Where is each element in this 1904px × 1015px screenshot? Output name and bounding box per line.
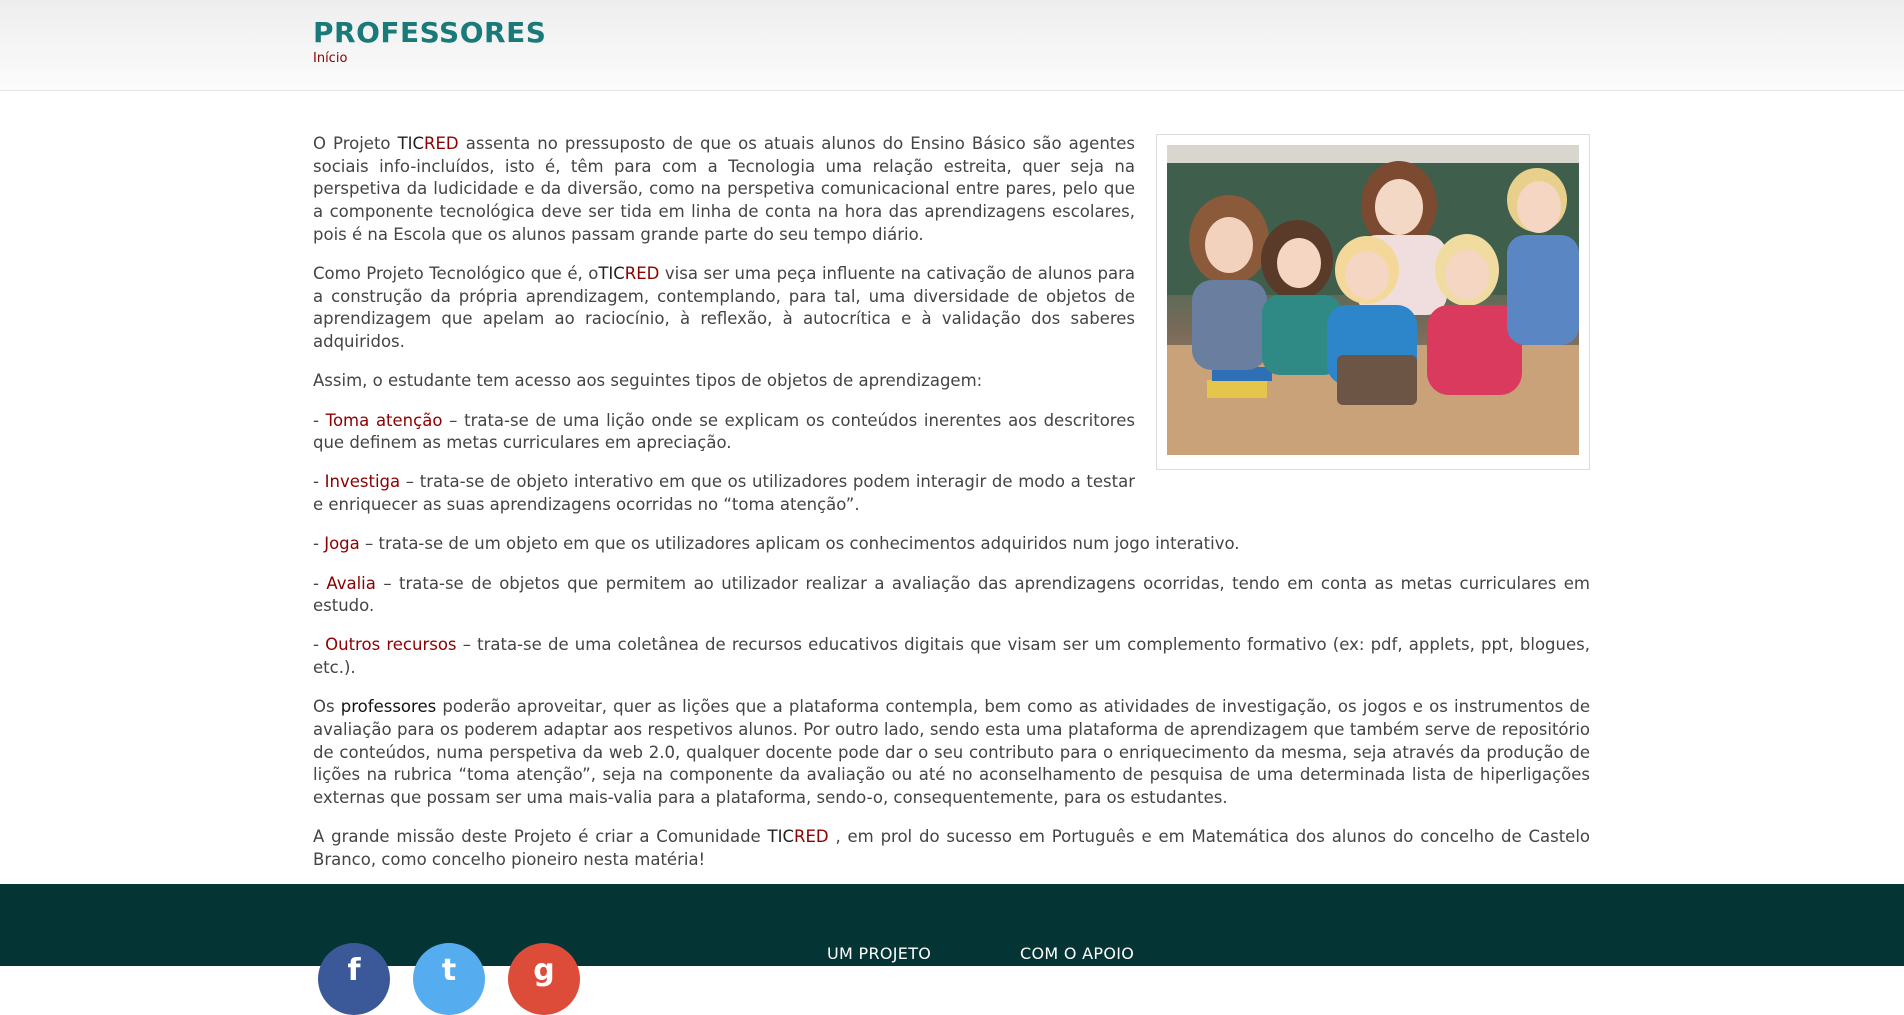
- list-item: [313, 573, 1590, 618]
- text-span: -: [313, 472, 325, 492]
- breadcrumb-home-link[interactable]: Início: [313, 51, 348, 66]
- item-term: Toma atenção: [325, 410, 443, 430]
- technology-paragraph: [313, 263, 1135, 354]
- teachers-paragraph: [313, 696, 1590, 810]
- brand-red: RED: [794, 827, 829, 847]
- list-item: [313, 410, 1135, 455]
- text-span: -: [313, 534, 325, 554]
- item-term: Investiga: [324, 472, 401, 492]
- main-content: [313, 133, 1590, 888]
- item-description: – trata-se de uma coletânea de recursos educativos digitais que visam ser um complemento formativo (ex: pdf, applets, ppt, blogues, etc.).: [313, 635, 1590, 678]
- google-plus-glyph: g: [533, 953, 555, 988]
- text-span: assenta no pressuposto de que os atuais alunos do Ensino Básico são agentes sociais info-incluídos, isto é, têm para com a Tecnologia uma relação estreita, quer seja na perspetiva da ludicidade e da diversão, como na perspetiva comunicacional entre pares, pelo que a componente tecnológica deve ser tida em linha de conta na hora das aprendizagens escolares, pois é na Escola que os alunos passam grande parte do seu tempo diário.: [313, 134, 1135, 244]
- twitter-icon[interactable]: [413, 943, 485, 1015]
- text-span: O Projeto: [313, 134, 398, 153]
- mission-paragraph: [313, 826, 1590, 871]
- brand-tic: TIC: [598, 264, 625, 284]
- list-item: [313, 471, 1135, 516]
- text-span: poderão aproveitar, quer as lições que a plataforma contempla, bem como as atividades de investigação, os jogos e os instrumentos de avaliação para os poderem adaptar aos respetivos alunos. Por outro lado, sendo esta uma plataforma de aprendizagem que também serve de repositório de conteúdos, numa perspetiva da web 2.0, qualquer docente pode dar o seu contributo para o enriquecimento da mesma, seja através da produção de lições na rubrica “toma atenção”, seja na componente da avaliação ou até no aconselhamento de pesquisa de uma determinada lista de hiperligações externas que possam ser uma mais-valia para a plataforma, sendo-o, consequentemente, para os estudantes.: [313, 697, 1590, 808]
- text-span: Os: [313, 697, 341, 717]
- text-span: -: [313, 410, 326, 430]
- list-item: [313, 634, 1590, 679]
- page-header: [0, 0, 1904, 91]
- objects-intro-paragraph: Assim, o estudante tem acesso aos seguintes tipos de objetos de aprendizagem:: [313, 371, 983, 391]
- text-span: A grande missão deste Projeto é criar a Comunidade: [313, 827, 768, 847]
- footer-heading-project: UM PROJETO: [827, 944, 932, 963]
- text-span: visa ser uma peça influente na cativação de alunos para a construção da própria aprendizagem, contemplando, para tal, uma diversidade de objetos de aprendizagem que apelam ao raciocínio, à reflexão, à autocrítica e à validação dos saberes adquiridos.: [313, 264, 1135, 352]
- item-description: – trata-se de uma lição onde se explicam os conteúdos inerentes aos descritores que definem as metas curriculares em apreciação.: [313, 410, 1135, 453]
- text-span: -: [313, 635, 326, 655]
- text-span: , em prol do sucesso em Português e em Matemática dos alunos do concelho de Castelo Branco, como concelho pioneiro nesta matéria!: [313, 827, 1591, 870]
- text-span: -: [313, 573, 327, 593]
- intro-paragraph: [313, 133, 1135, 247]
- item-term: Outros recursos: [325, 635, 457, 655]
- teachers-bold: professores: [340, 697, 437, 717]
- brand-red: RED: [424, 134, 459, 153]
- item-description: – trata-se de objetos que permitem ao utilizador realizar a avaliação das aprendizagens ocorridas, tendo em conta as metas curriculares em estudo.: [313, 573, 1590, 616]
- item-term: Avalia: [326, 573, 376, 593]
- footer-heading-support: COM O APOIO: [1020, 944, 1135, 963]
- twitter-glyph: t: [441, 953, 457, 988]
- list-item: [313, 533, 1590, 556]
- item-term: Joga: [324, 534, 360, 554]
- site-footer: [0, 884, 1904, 966]
- text-span: Como Projeto Tecnológico que é, o: [313, 264, 599, 284]
- facebook-glyph: f: [347, 953, 361, 988]
- facebook-icon[interactable]: [318, 943, 390, 1015]
- brand-tic: TIC: [397, 134, 425, 153]
- item-description: – trata-se de objeto interativo em que os utilizadores podem interagir de modo a testar e enriquecer as suas aprendizagens ocorridas no “toma atenção”.: [313, 472, 1135, 515]
- brand-tic: TIC: [767, 827, 795, 847]
- google-plus-icon[interactable]: [508, 943, 580, 1015]
- page-title: PROFESSORES: [313, 16, 547, 49]
- item-description: – trata-se de um objeto em que os utilizadores aplicam os conhecimentos adquiridos num jogo interativo.: [359, 534, 1240, 554]
- brand-red: RED: [624, 264, 660, 284]
